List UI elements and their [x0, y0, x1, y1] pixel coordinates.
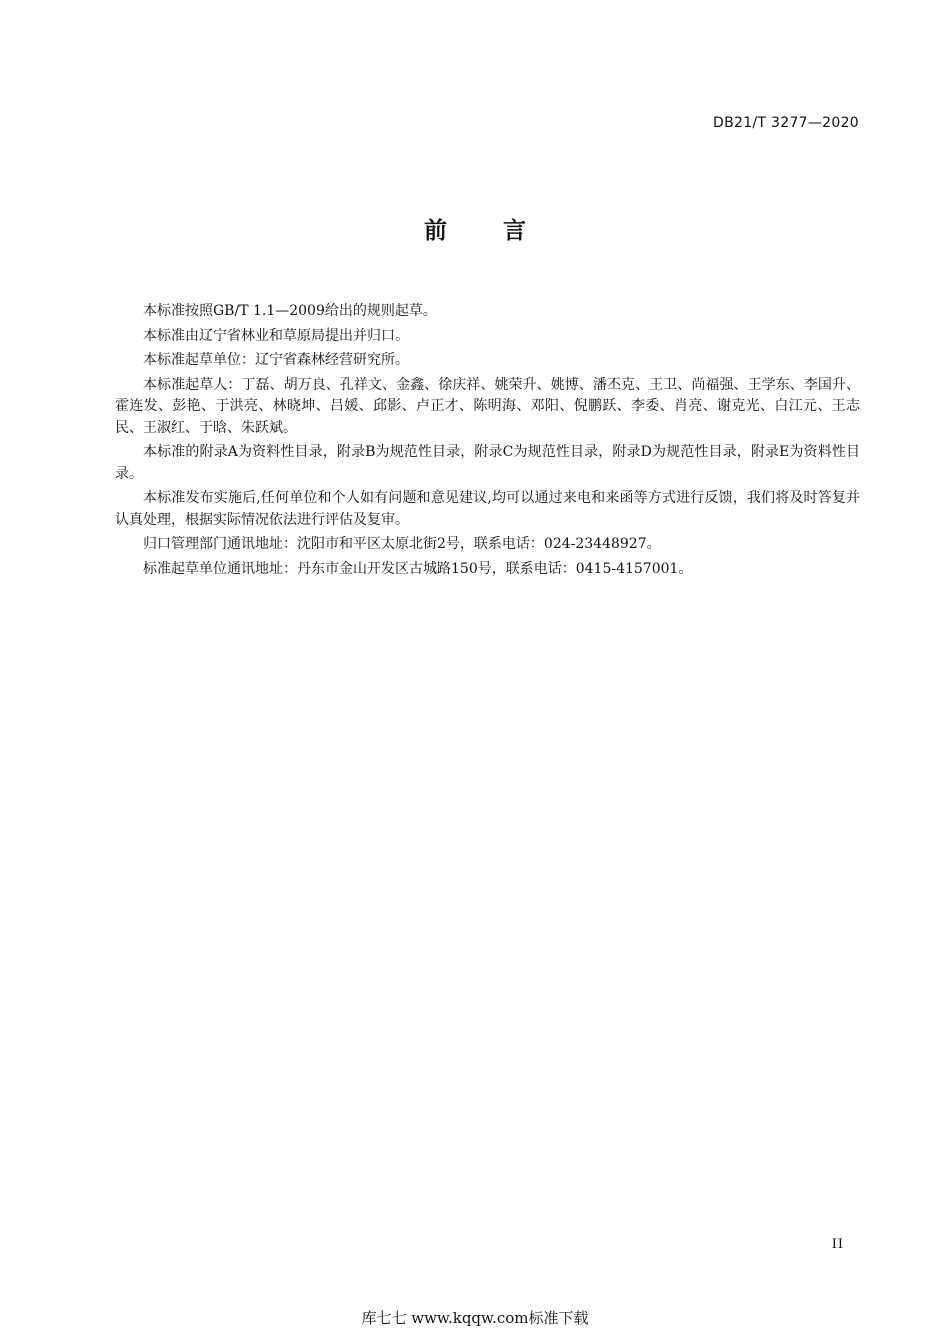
paragraph-proposer: 本标准由辽宁省林业和草原局提出并归口。	[143, 327, 409, 344]
paragraph-drafting-unit: 本标准起草单位：辽宁省森林经营研究所。	[143, 352, 409, 368]
footer-watermark: 库七七 www.kqqw.com标准下载	[361, 1309, 589, 1327]
paragraph-appendices: 本标准的附录A为资料性目录，附录B为规范性目录，附录C为规范性目录，附录D为规范性目录，附录E为资料性目录。	[115, 444, 860, 482]
page-title: 前言	[424, 218, 582, 244]
paragraph-feedback: 本标准发布实施后,任何单位和个人如有问题和意见建议,均可以通过来电和来函等方式进行反馈，我们将及时答复并认真处理，根据实际情况依法进行评估及复审。	[115, 490, 860, 528]
foreword-body	[115, 301, 860, 583]
paragraph-drafters: 本标准起草人：丁磊、胡万良、孔祥文、金鑫、徐庆祥、姚荣升、姚博、潘丕克、王卫、尚福强、王学东、李国升、霍连发、彭艳、于洪亮、林晓坤、吕媛、邱影、卢正才、陈明海、邓阳、倪鹏跃、李委、肖亮、谢克光、白江元、王志民、王淑红、于晗、朱跃斌。	[115, 376, 860, 436]
standard-code: DB21/T 3277—2020	[713, 115, 859, 131]
page-number: II	[831, 1237, 844, 1252]
paragraph-drafting-rules: 本标准按照GB/T 1.1—2009给出的规则起草。	[143, 303, 437, 319]
paragraph-admin-address: 归口管理部门通讯地址：沈阳市和平区太原北街2号，联系电话：024-23448927。	[143, 536, 661, 552]
paragraph-drafter-address: 标准起草单位通讯地址：丹东市金山开发区古城路150号，联系电话：0415-4157001。	[143, 560, 693, 577]
